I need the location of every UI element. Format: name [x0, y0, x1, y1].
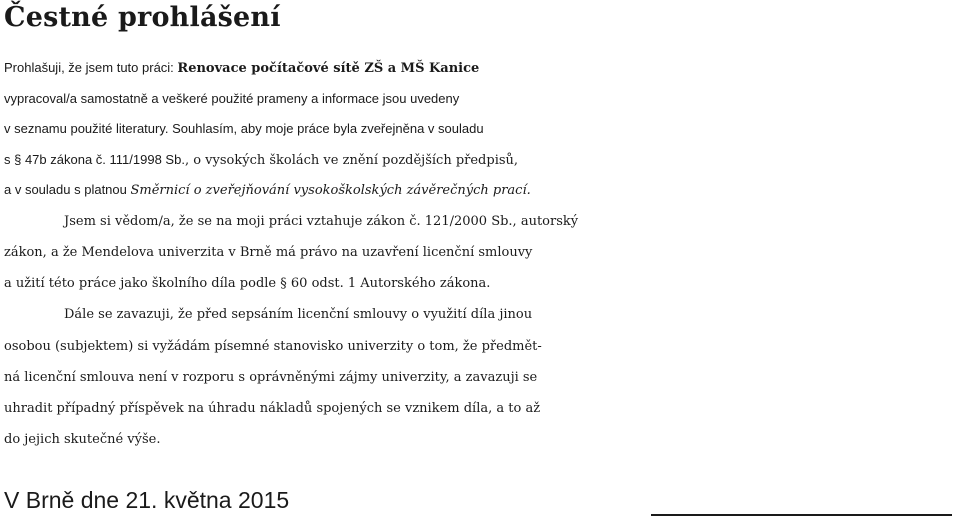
law-description: , o vysokých školách ve znění pozdějších předpisů,: [184, 153, 519, 168]
paragraph2-line1: Dále se zavazuji, že před sepsáním licenční smlouvy o využití díla jinou: [64, 307, 533, 322]
thesis-title: Renovace počítačové sítě ZŠ a MŠ Kanice: [177, 61, 480, 76]
paragraph1-line2: vypracoval/a samostatně a veškeré použité prameny a informace jsou uvedeny: [4, 91, 460, 106]
paragraph1-line6: Jsem si vědom/a, že se na moji práci vztahuje zákon č. 121/2000 Sb., autorský: [64, 214, 579, 229]
paragraph2-line4: uhradit případný příspěvek na úhradu nákladů spojených se vznikem díla, a to až: [4, 401, 541, 416]
paragraph1-line5: [4, 175, 954, 206]
signature-line: [651, 514, 952, 516]
directive-intro: a v souladu s platnou: [4, 182, 131, 197]
paragraph1-line3: v seznamu použité literatury. Souhlasím, aby moje práce byla zveřejněna v souladu: [4, 121, 484, 136]
paragraph2-line2: osobou (subjektem) si vyžádám písemné stanovisko univerzity o tom, že předmět-: [4, 339, 542, 354]
law-reference: s § 47b zákona č. 111/1998 Sb.: [4, 152, 185, 167]
paragraph1-line7: zákon, a že Mendelova univerzita v Brně má právo na uzavření licenční smlouvy: [4, 245, 533, 260]
page-title: Čestné prohlášení: [4, 2, 281, 33]
paragraph1-line8: a užití této práce jako školního díla podle § 60 odst. 1 Autorského zákona.: [4, 276, 491, 291]
paragraph2-line3: ná licenční smlouva není v rozporu s oprávněnými zájmy univerzity, a zavazuji se: [4, 370, 538, 385]
intro-text: Prohlašuji, že jsem tuto práci:: [4, 60, 178, 75]
paragraph1-line1: [4, 53, 954, 84]
directive-title: Směrnicí o zveřejňování vysokoškolských závěrečných prací.: [130, 183, 531, 198]
date-place: V Brně dne 21. května 2015: [4, 487, 290, 513]
paragraph2-line5: do jejich skutečné výše.: [4, 432, 161, 447]
paragraph1-line4: [4, 145, 954, 176]
